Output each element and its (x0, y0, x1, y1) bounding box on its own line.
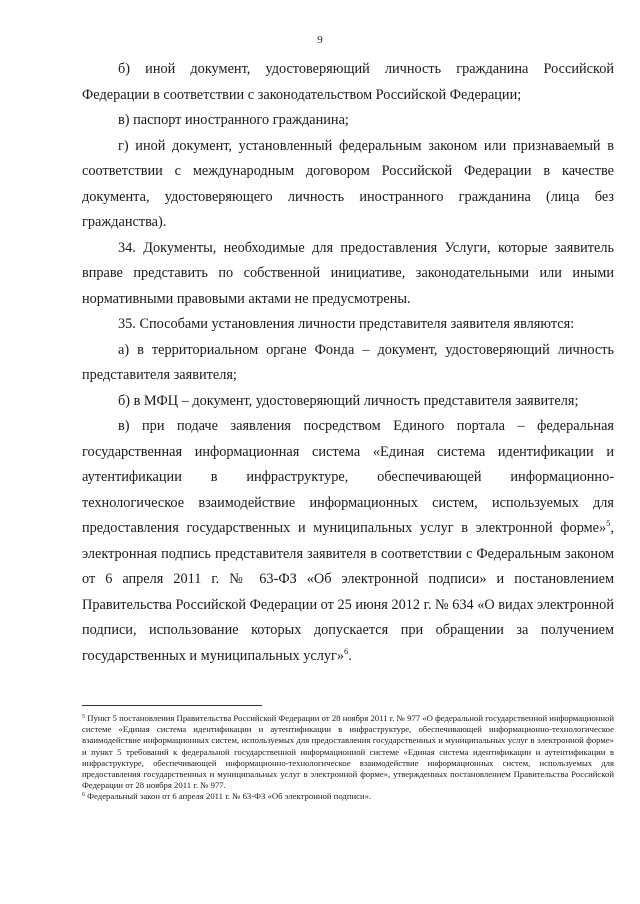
footnote-5 (82, 713, 614, 791)
footnote-number-6: 6 (82, 792, 85, 799)
paragraph-v-passport: в) паспорт иностранного гражданина; (118, 112, 349, 128)
footnote-6 (82, 791, 614, 802)
footnote-text-6: Федеральный закон от 6 апреля 2011 г. № 63-ФЗ «Об электронной подписи». (87, 791, 372, 802)
paragraph-35: 35. Способами установления личности представителя заявителя являются: (118, 316, 575, 332)
footnotes (82, 713, 614, 803)
paragraph-35-v-part3: . (348, 647, 352, 664)
paragraph-35-v-part1: в) при подаче заявления посредством Единого портала – федеральная государственная информационная система «Единая система идентификации и аутентификации в инфраструктуре, обеспечивающей информационно-технологическое взаимодействие информационных систем, используемых для предоставления государственных и муниципальных услуг в электронной форме» (82, 418, 614, 536)
paragraph-35-b: б) в МФЦ – документ, удостоверяющий личность представителя заявителя; (118, 392, 579, 409)
paragraph-35-a: а) в территориальном органе Фонда – документ, удостоверяющий личность представителя заявителя; (82, 341, 614, 383)
footnote-separator (82, 705, 262, 706)
paragraph-35-v (82, 414, 614, 669)
paragraph-b: б) иной документ, удостоверяющий личность гражданина Российской Федерации в соответствии с законодательством Российской Федерации; (82, 61, 614, 103)
paragraph-34: 34. Документы, необходимые для предоставления Услуги, которые заявитель вправе представить по собственной инициативе, законодательными или иными нормативными правовыми актами не предусмотрены. (82, 239, 614, 307)
main-text (82, 57, 614, 669)
paragraph-35-v-part2: , электронная подпись представителя заявителя в соответствии с Федеральным законом от 6 апреля 2011 г. № 63-ФЗ «Об электронной подписи» и постановлением Правительства Российской Федерации от 25 июня 2012 г. № 634 «О видах электронной подписи, использование которых допускается при обращении за получением государственных и муниципальных услуг» (82, 520, 614, 664)
footnote-ref-5: 5 (606, 518, 611, 528)
page-number: 9 (317, 34, 323, 46)
footnote-text-5: Пункт 5 постановления Правительства Российской Федерации от 28 ноября 2011 г. № 977 «О федеральной государственной информационной системе «Единая система идентификации и аутентификации в инфраструктуре, обеспечивающей информационно-технологическое взаимодействие информационных систем, используемых для предоставления государственных и муниципальных услуг в электронной форме» и пункт 5 требований к федеральной государственной информационной системе «Единая система идентификации и аутентификации в инфраструктуре, обеспечивающей информационно-технологическое взаимодействие информационных систем, используемых для предоставления государственных и муниципальных услуг в электронной форме», утвержденных постановлением Правительства Российской Федерации от 28 ноября 2011 г. № 977. (82, 713, 614, 791)
footnote-ref-6: 6 (344, 645, 349, 656)
footnote-number-5: 5 (82, 714, 85, 720)
paragraph-g: г) иной документ, установленный федеральным законом или признаваемый в соответствии с международным договором Российской Федерации в качестве документа, удостоверяющего личность иностранного гражданина (лица без гражданства). (82, 137, 614, 230)
